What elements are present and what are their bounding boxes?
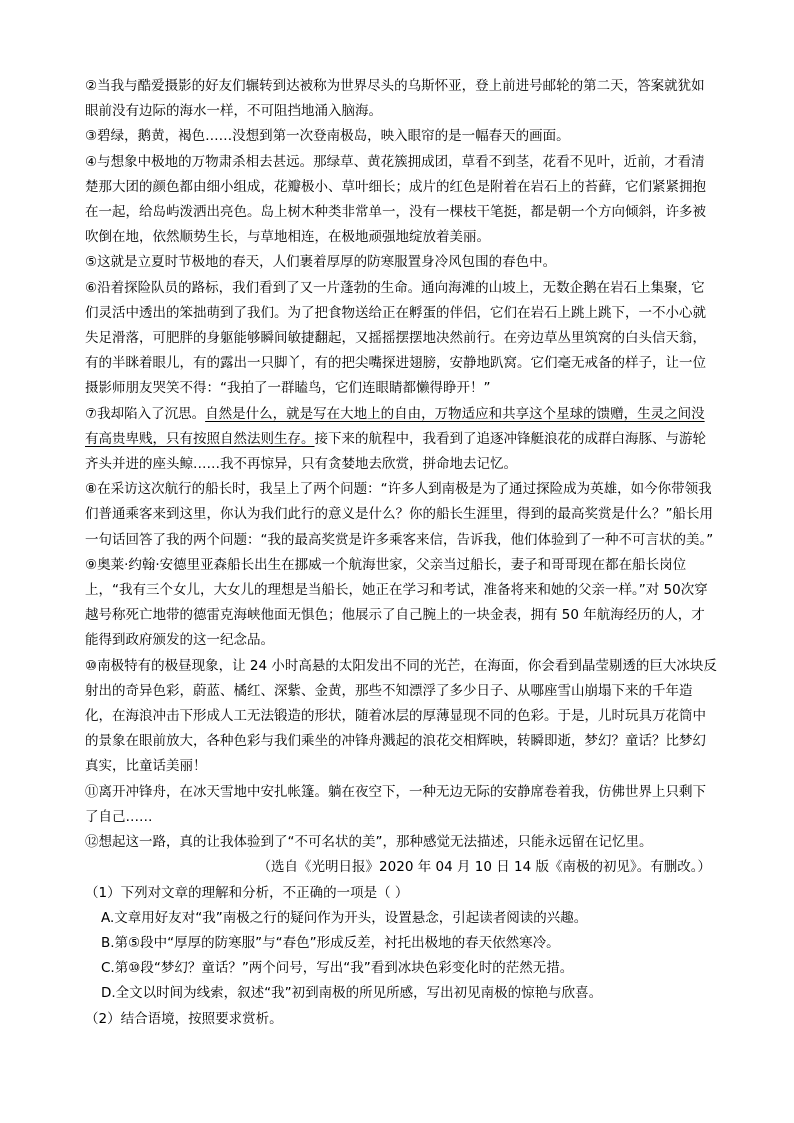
question-1-option-c: C.第⑩段“梦幻？童话？”两个问号，写出“我”看到冰块色彩变化时的茫然无措。 bbox=[101, 960, 574, 977]
question-2-stem: （2）结合语境，按照要求赏析。 bbox=[85, 1010, 283, 1027]
document-page bbox=[85, 74, 717, 1032]
question-1-option-b: B.第⑤段中“厚厚的防寒服”与“春色”形成反差，衬托出极地的春天依然寒冷。 bbox=[101, 934, 560, 951]
paragraph-7-prefix: ⑦我却陷入了沉思。 bbox=[85, 405, 206, 422]
question-1-stem: （1）下列对文章的理解和分析，不正确的一项是（ ） bbox=[85, 884, 409, 901]
paragraph-3: ③碧绿，鹅黄，褐色……没想到第一次登南极岛，映入眼帘的是一幅春天的画面。 bbox=[85, 128, 570, 145]
paragraph-6: ⑥沿着探险队员的路标，我们看到了又一片蓬勃的生命。通向海滩的山坡上，无数企鹅在岩石上集聚，它们灵活中透出的笨拙萌到了我们。为了把食物送给正在孵蛋的伴侣，它们在岩石上跳上跳下，一不小心就失足滑落，可肥胖的身躯能够瞬间敏捷翻起，又摇摇摆摆地决然前行。在旁边草丛里筑窝的白头信天翁，有的半眯着眼儿，有的露出一只脚丫，有的把尖嘴探进翅膀，安静地趴窝。它们毫无戒备的样子，让一位摄影师朋友哭笑不得：“我拍了一群瞌鸟，它们连眼睛都懒得睁开！” bbox=[85, 279, 706, 397]
question-1-option-d: D.全文以时间为线索，叙述“我”初到南极的所见所感，写出初见南极的惊艳与欣喜。 bbox=[101, 985, 603, 1002]
paragraph-7-underlined: 自然是什么，就是写在大地上的自由，万物适应和共享这个星球的馈赠，生灵之间没有高贵卑贱，只有按照自然法则生存。 bbox=[85, 405, 705, 447]
paragraph-7-suffix: 接下来的航程中，我看到了追逐冲锋艇浪花的成群白海豚、与游轮齐头并进的座头鲸……我不再惊异，只有贪婪地去欣赏，拼命地去记忆。 bbox=[85, 430, 706, 473]
paragraph-11: ⑪离开冲锋舟，在冰天雪地中安扎帐篷。躺在夜空下，一种无边无际的安静席卷着我，仿佛世界上只剩下了自己…… bbox=[85, 783, 706, 825]
question-1-option-a: A.文章用好友对“我”南极之行的疑问作为开头，设置悬念，引起读者阅读的兴趣。 bbox=[101, 909, 588, 926]
paragraph-7 bbox=[85, 402, 717, 478]
source-citation: （选自《光明日报》2020 年 04 月 10 日 14 版《南极的初见》。有删改。） bbox=[257, 859, 711, 876]
paragraph-8: ⑧在采访这次航行的船长时，我呈上了两个问题：“许多人到南极是为了通过探险成为英雄，如今你带领我们普通乘客来到这里，你认为我们此行的意义是什么？你的船长生涯里，得到的最高奖赏是什么？”船长用一句话回答了我的两个问题：“我的最高奖赏是许多乘客来信，告诉我，他们体验到了一种不可言状的美。” bbox=[85, 481, 714, 548]
paragraph-2: ②当我与酷爱摄影的好友们辗转到达被称为世界尽头的乌斯怀亚，登上前进号邮轮的第二天，答案就犹如眼前没有边际的海水一样，不可阻挡地涌入脑海。 bbox=[85, 78, 705, 120]
paragraph-12: ⑫想起这一路，真的让我体验到了“不可名状的美”，那种感觉无法描述，只能永远留在记忆里。 bbox=[85, 834, 653, 851]
paragraph-4: ④与想象中极地的万物肃杀相去甚远。那绿草、黄花簇拥成团，草看不到茎，花看不见叶，近前，才看清楚那大团的颜色都由细小组成，花瓣极小、草叶细长；成片的红色是附着在岩石上的苔藓，它们紧紧拥抱在一起，给岛屿泼洒出亮色。岛上树木种类非常单一，没有一棵枝干笔挺，都是朝一个方向倾斜，许多被吹倒在地，依然顺势生长，与草地相连，在极地顽强地绽放着美丽。 bbox=[85, 153, 706, 246]
paragraph-5: ⑤这就是立夏时节极地的春天，人们裹着厚厚的防寒服置身冷风包围的春色中。 bbox=[85, 254, 557, 271]
paragraph-10: ⑩南极特有的极昼现象，让 24 小时高悬的太阳发出不同的光芒，在海面，你会看到晶莹剔透的巨大冰块反射出的奇异色彩，蔚蓝、橘红、深紫、金黄，那些不知漂浮了多少日子、从哪座雪山崩塌下来的千年造化，在海浪冲击下形成人工无法锻造的形状，随着冰层的厚薄显现不同的色彩。于是，儿时玩具万花筒中的景象在眼前放大，各种色彩与我们乘坐的冲锋舟溅起的浪花交相辉映，转瞬即逝，梦幻？童话？比梦幻真实，比童话美丽！ bbox=[85, 657, 717, 775]
paragraph-9: ⑨奥莱·约翰·安德里亚森船长出生在挪威一个航海世家，父亲当过船长，妻子和哥哥现在都在船长岗位上，“我有三个女儿，大女儿的理想是当船长，她正在学习和考试，准备将来和她的父亲一样。”对 50次穿越号称死亡地带的德雷克海峡他面无惧色；他展示了自己腕上的一块金表，拥有 50 年航海经历的人，才能得到政府颁发的这一纪念品。 bbox=[85, 556, 708, 649]
